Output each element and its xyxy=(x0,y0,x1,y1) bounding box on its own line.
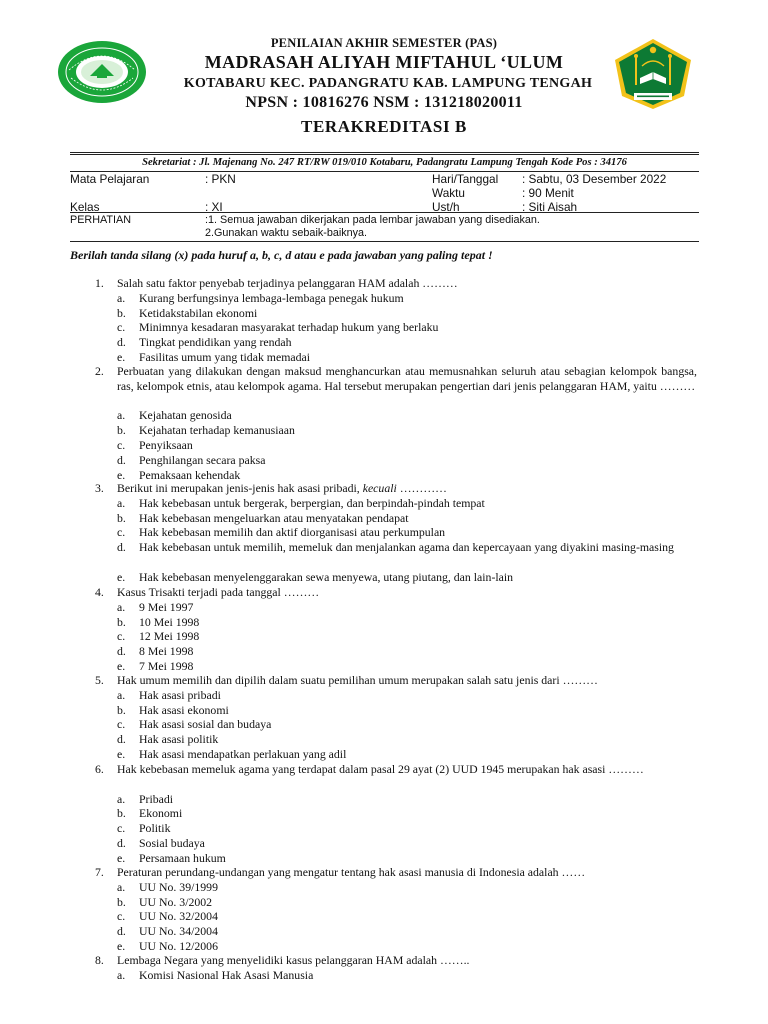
option-letter: b. xyxy=(117,702,126,717)
school-npsn: NPSN : 10816276 NSM : 131218020011 xyxy=(245,94,523,111)
answer-option xyxy=(0,909,768,924)
question-number: 2. xyxy=(95,364,104,378)
option-letter: c. xyxy=(117,525,126,540)
option-letter: c. xyxy=(117,320,126,335)
option-text: Hak kebebasan untuk memilih, memeluk dan menjalankan agama dan kepercayaan yang diyakini masing-masing xyxy=(139,540,674,555)
option-letter: b. xyxy=(117,806,126,821)
header-divider xyxy=(70,152,699,153)
date-label: Hari/Tanggal xyxy=(432,172,499,186)
option-text: Hak asasi sosial dan budaya xyxy=(139,717,272,732)
option-text: UU No. 32/2004 xyxy=(139,909,218,924)
option-letter: a. xyxy=(117,599,126,614)
info-divider xyxy=(70,212,699,213)
date-value: : Sabtu, 03 Desember 2022 xyxy=(522,172,667,186)
option-letter: d. xyxy=(117,540,126,555)
question-number: 1. xyxy=(95,276,104,290)
answer-option xyxy=(0,453,768,468)
answer-option xyxy=(0,703,768,718)
question-text: Perbuatan yang dilakukan dengan maksud menghancurkan atau memusnahkan seluruh atau sebagian kelompok bangsa, ras, kelompok etnis, atau kelompok agama. Hal tersebut merupakan pengertian dari jenis pelanggaran HAM, yaitu ……… xyxy=(117,364,697,393)
option-letter: a. xyxy=(117,408,126,423)
option-text: Kurang berfungsinya lembaga-lembaga penegak hukum xyxy=(139,290,404,305)
option-letter: b. xyxy=(117,423,126,438)
attention-item-2: 2.Gunakan waktu sebaik-baiknya. xyxy=(205,227,368,239)
answer-option xyxy=(0,408,768,423)
option-letter: e. xyxy=(117,746,126,761)
answer-option xyxy=(0,320,768,335)
option-text: 12 Mei 1998 xyxy=(139,629,200,644)
option-text: Hak kebebasan menyelenggarakan sewa menyewa, utang piutang, dan lain-lain xyxy=(139,569,514,584)
option-text: Hak kebebasan mengeluarkan atau menyatakan pendapat xyxy=(139,510,409,525)
answer-option xyxy=(0,570,768,585)
option-text: UU No. 39/1999 xyxy=(139,879,218,894)
option-text: Fasilitas umum yang tidak memadai xyxy=(139,349,311,364)
question-text: Hak kebebasan memeluk agama yang terdapat dalam pasal 29 ayat (2) UUD 1945 merupakan hak asasi ……… xyxy=(117,762,644,776)
option-letter: e. xyxy=(117,850,126,865)
answer-option xyxy=(0,792,768,807)
option-text: Pribadi xyxy=(139,791,174,806)
option-text: Pemaksaan kehendak xyxy=(139,467,241,482)
question-number: 5. xyxy=(95,673,104,687)
answer-option xyxy=(0,732,768,747)
option-letter: d. xyxy=(117,452,126,467)
question-text: Hak umum memilih dan dipilih dalam suatu pemilihan umum merupakan salah satu jenis dari ……… xyxy=(117,673,598,687)
option-letter: b. xyxy=(117,510,126,525)
question-text: Lembaga Negara yang menyelidiki kasus pelanggaran HAM adalah …….. xyxy=(117,953,470,967)
option-text: Politik xyxy=(139,821,171,836)
option-letter: e. xyxy=(117,349,126,364)
option-letter: c. xyxy=(117,629,126,644)
question-number: 6. xyxy=(95,762,104,776)
school-name: MADRASAH ALIYAH MIFTAHUL ‘ULUM xyxy=(204,52,564,72)
subject-value: : PKN xyxy=(205,172,236,186)
answer-option xyxy=(0,615,768,630)
option-text: Kejahatan genosida xyxy=(139,408,232,423)
answer-option xyxy=(0,496,768,511)
option-letter: c. xyxy=(117,821,126,836)
answer-option xyxy=(0,335,768,350)
teacher-value: : Siti Aisah xyxy=(522,200,578,214)
exam-title: PENILAIAN AKHIR SEMESTER (PAS) xyxy=(270,36,498,50)
answer-option xyxy=(0,880,768,895)
option-letter: a. xyxy=(117,879,126,894)
answer-option xyxy=(0,836,768,851)
answer-option xyxy=(0,540,768,570)
option-letter: d. xyxy=(117,335,126,350)
option-text: UU No. 12/2006 xyxy=(139,938,218,953)
school-location: KOTABARU KEC. PADANGRATU KAB. LAMPUNG TENGAH xyxy=(183,76,593,91)
question-text-emphasis: kecuali xyxy=(359,481,397,495)
answer-option xyxy=(0,306,768,321)
answer-option xyxy=(0,747,768,762)
teacher-label: Ust/h xyxy=(432,200,460,214)
option-text: Penghilangan secara paksa xyxy=(139,452,266,467)
header-divider xyxy=(70,154,699,155)
option-letter: c. xyxy=(117,717,126,732)
answer-option xyxy=(0,968,768,983)
question-text xyxy=(117,481,697,496)
answer-option xyxy=(0,806,768,821)
option-text: Kejahatan terhadap kemanusiaan xyxy=(139,423,295,438)
option-text: Tingkat pendidikan yang rendah xyxy=(139,335,292,350)
exam-instruction: Berilah tanda silang (x) pada huruf a, b, c, d atau e pada jawaban yang paling tepat ! xyxy=(70,248,493,262)
info-bottom-divider xyxy=(70,241,699,242)
option-letter: a. xyxy=(117,967,126,982)
class-value: : XI xyxy=(205,200,223,214)
option-letter: a. xyxy=(117,290,126,305)
option-text: UU No. 3/2002 xyxy=(139,894,213,909)
question-text-main: Berikut ini merupakan jenis-jenis hak asasi pribadi, xyxy=(117,481,360,495)
option-text: 8 Mei 1998 xyxy=(139,644,194,659)
option-text: 10 Mei 1998 xyxy=(139,614,200,629)
option-text: Penyiksaan xyxy=(139,437,193,452)
option-letter: d. xyxy=(117,644,126,659)
option-letter: d. xyxy=(117,732,126,747)
answer-option xyxy=(0,600,768,615)
option-letter: e. xyxy=(117,467,126,482)
option-letter: a. xyxy=(117,495,126,510)
option-letter: e. xyxy=(117,938,126,953)
option-text: Hak asasi mendapatkan perlakuan yang adil xyxy=(139,746,347,761)
answer-option xyxy=(0,939,768,954)
option-letter: d. xyxy=(117,835,126,850)
answer-option xyxy=(0,291,768,306)
option-letter: b. xyxy=(117,614,126,629)
answer-option xyxy=(0,511,768,526)
question-text: Salah satu faktor penyebab terjadinya pelanggaran HAM adalah ……… xyxy=(117,276,458,290)
option-text: Hak kebebasan untuk bergerak, berpergian, dan berpindah-pindah tempat xyxy=(139,495,485,510)
answer-option xyxy=(0,924,768,939)
option-text: Hak asasi pribadi xyxy=(139,687,221,702)
answer-option xyxy=(0,659,768,674)
answer-option xyxy=(0,895,768,910)
option-text: Hak asasi politik xyxy=(139,732,219,747)
answer-option xyxy=(0,629,768,644)
option-letter: b. xyxy=(117,305,126,320)
option-text: 9 Mei 1997 xyxy=(139,599,194,614)
question-text-tail: ………… xyxy=(396,481,447,495)
option-letter: c. xyxy=(117,909,126,924)
question-number: 4. xyxy=(95,585,104,599)
option-letter: e. xyxy=(117,658,126,673)
question-number: 7. xyxy=(95,865,104,879)
school-address: Sekretariat : Jl. Majenang No. 247 RT/RW 019/010 Kotabaru, Padangratu Lampung Tengah Kode Pos : 34176 xyxy=(142,157,627,168)
accreditation: TERAKREDITASI B xyxy=(301,117,467,136)
option-text: 7 Mei 1998 xyxy=(139,658,194,673)
option-letter: c. xyxy=(117,437,126,452)
option-text: Ketidakstabilan ekonomi xyxy=(139,305,258,320)
option-text: Minimnya kesadaran masyarakat terhadap hukum yang berlaku xyxy=(139,320,439,335)
answer-option xyxy=(0,851,768,866)
option-letter: d. xyxy=(117,924,126,939)
question-text: Kasus Trisakti terjadi pada tanggal ……… xyxy=(117,585,320,599)
answer-option xyxy=(0,525,768,540)
option-text: Sosial budaya xyxy=(139,835,205,850)
option-letter: a. xyxy=(117,687,126,702)
duration-label: Waktu xyxy=(432,186,465,200)
option-text: UU No. 34/2004 xyxy=(139,924,218,939)
option-letter: b. xyxy=(117,894,126,909)
attention-label: PERHATIAN xyxy=(70,214,131,226)
answer-option xyxy=(0,821,768,836)
option-text: Ekonomi xyxy=(139,806,183,821)
option-text: Hak asasi ekonomi xyxy=(139,702,229,717)
answer-option xyxy=(0,350,768,365)
option-letter: a. xyxy=(117,791,126,806)
option-letter: e. xyxy=(117,569,126,584)
attention-item-1: :1. Semua jawaban dikerjakan pada lembar jawaban yang disediakan. xyxy=(205,214,540,226)
subject-label: Mata Pelajaran xyxy=(70,172,150,186)
question-text: Peraturan perundang-undangan yang mengatur tentang hak asasi manusia di Indonesia adalah …… xyxy=(117,865,586,879)
question-number: 8. xyxy=(95,953,104,967)
option-text: Hak kebebasan memilih dan aktif diorganisasi atau perkumpulan xyxy=(139,525,446,540)
duration-value: : 90 Menit xyxy=(522,186,574,200)
answer-option xyxy=(0,438,768,453)
answer-option xyxy=(0,688,768,703)
option-text: Komisi Nasional Hak Asasi Manusia xyxy=(139,967,314,982)
answer-option xyxy=(0,717,768,732)
class-label: Kelas xyxy=(70,200,100,214)
question-number: 3. xyxy=(95,481,104,495)
answer-option xyxy=(0,644,768,659)
option-text: Persamaan hukum xyxy=(139,850,226,865)
answer-option xyxy=(0,423,768,438)
